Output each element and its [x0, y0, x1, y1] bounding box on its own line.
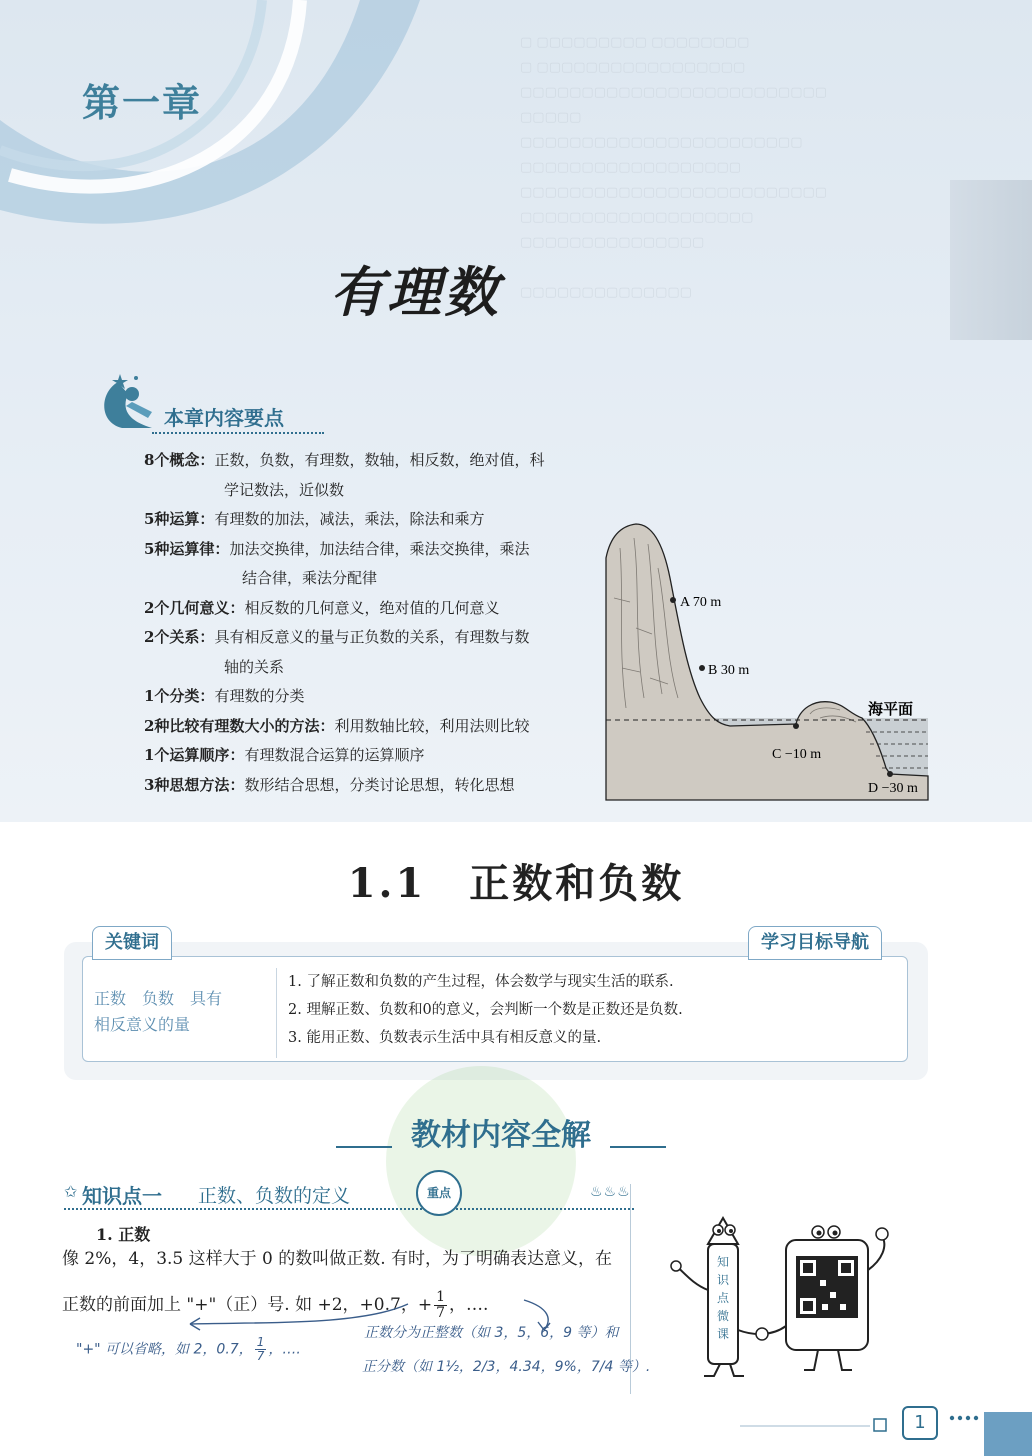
knowledge-point-heading — [64, 1180, 634, 1210]
rock-profile — [606, 524, 928, 800]
page-footer-decoration — [740, 1408, 1032, 1456]
summary-item-label: 1个分类： — [144, 687, 215, 705]
label-b: B 30 m — [708, 663, 750, 678]
chapter-swoosh-decoration — [0, 0, 420, 230]
label-sea-level: 海平面 — [868, 700, 914, 718]
keywords-text — [94, 986, 264, 1038]
summary-heading — [92, 372, 324, 434]
summary-item-label: 1个运算顺序： — [144, 746, 245, 764]
goals-list — [288, 968, 683, 1052]
fraction-denominator: 7 — [256, 1349, 265, 1363]
summary-item — [144, 682, 604, 712]
paragraph-line: 像 2%，4，3.5 这样大于 0 的数叫做正数. 有时，为了明确表达意义，在 — [62, 1249, 613, 1269]
star-icon: ✩ — [64, 1182, 78, 1201]
note-text: "+" 可以省略，如 2，0.7， — [76, 1341, 253, 1358]
summary-rule — [152, 432, 324, 434]
summary-item-label: 2个关系： — [144, 628, 215, 646]
key-point-badge: 重点 — [416, 1170, 462, 1216]
summary-item — [144, 712, 604, 742]
section-title: 1.1 正数和负数 — [347, 860, 685, 907]
summary-item — [144, 771, 604, 801]
summary-item-text: 数形结合思想，分类讨论思想，转化思想 — [244, 775, 515, 794]
goal-item: 2. 理解正数、负数和0的意义，会判断一个数是正数还是负数. — [288, 1002, 683, 1018]
summary-item — [144, 594, 604, 624]
fraction-denominator: 7 — [436, 1305, 446, 1321]
summary-item-text: 正数，负数，有理数，数轴，相反数，绝对值，科 — [214, 451, 545, 469]
mascot-label-5: 课 — [716, 1327, 730, 1341]
keywords-line: 相反意义的量 — [94, 1015, 191, 1034]
content-heading — [336, 1110, 666, 1156]
ghost-text-block: ▢ ▢▢▢▢▢▢▢▢▢ ▢▢▢▢▢▢▢▢ ▢ ▢▢▢▢▢▢▢▢▢▢▢▢▢▢▢▢▢ ▢▢▢▢▢▢▢▢▢▢▢▢▢▢▢▢▢▢▢▢▢▢▢▢▢ ▢▢▢▢▢ ▢▢▢▢▢▢▢▢▢▢▢▢▢▢▢▢▢▢▢▢▢▢▢ ▢▢▢▢▢▢▢▢▢▢▢▢▢▢▢▢▢▢ ▢▢▢▢▢▢▢▢▢▢▢▢▢▢▢▢▢▢▢▢▢▢▢▢▢ ▢▢▢▢▢▢▢▢▢▢▢▢▢▢▢▢▢▢▢ ▢▢▢▢▢▢▢▢▢▢▢▢▢▢▢ ▢▢▢▢▢▢▢▢▢▢▢▢▢▢ — [520, 35, 828, 300]
summary-item-label: 2个几何意义： — [144, 598, 245, 617]
paragraph-text: 正数的前面加上 "+"（正）号. 如 +2，+0.7，+ — [62, 1295, 433, 1315]
summary-item — [144, 741, 604, 771]
summary-item-cont: 学记数法，近似数 — [224, 480, 345, 499]
summary-item-cont: 轴的关系 — [224, 657, 285, 676]
keywords-line: 正数 负数 具有 — [94, 989, 223, 1008]
watermark — [386, 1066, 576, 1256]
summary-item-text: 有理数混合运算的运算顺序 — [244, 746, 425, 764]
paragraph-text: ，…. — [449, 1295, 489, 1315]
kp-title: 正数、负数的定义 — [198, 1185, 351, 1207]
summary-item-label: 5种运算律： — [144, 539, 230, 558]
summary-item — [144, 446, 604, 476]
fraction-numerator: 1 — [256, 1335, 265, 1349]
content-heading-rule — [336, 1146, 392, 1148]
summary-item-label: 8个概念： — [144, 451, 215, 469]
ghost-side-tab — [950, 180, 1032, 340]
handwritten-note — [76, 1336, 301, 1363]
summary-list — [144, 446, 604, 800]
mascot-label-2: 识 — [716, 1273, 730, 1287]
fraction — [255, 1336, 267, 1363]
point-c — [793, 723, 799, 729]
point-d — [887, 771, 893, 777]
summary-item-cont: 结合律，乘法分配律 — [242, 569, 378, 587]
goal-item: 1. 了解正数和负数的产生过程，体会数学与现实生活的联系. — [288, 974, 674, 990]
mascot-label-3: 点 — [716, 1291, 730, 1305]
label-a: A 70 m — [680, 595, 722, 610]
note-text: ，…. — [268, 1341, 301, 1358]
summary-item-text: 有理数的加法，减法，乘法，除法和乘方 — [214, 510, 485, 528]
summary-title: 本章内容要点 — [164, 406, 284, 430]
handwritten-note: 正分数（如 1½，2/3，4.34，9%，7/4 等）. — [362, 1359, 651, 1375]
summary-item-text: 有理数的分类 — [214, 687, 305, 705]
summary-item-text: 加法交换律，加法结合律，乘法交换律，乘法 — [229, 539, 530, 558]
summary-item — [144, 623, 604, 653]
kp-rule — [64, 1208, 634, 1210]
chapter-title: 有理数 — [330, 261, 501, 324]
kp-label: 知识点一 — [82, 1184, 162, 1208]
keywords-divider — [276, 968, 277, 1058]
handwritten-note: 正数分为正整数（如 3，5，6，9 等）和 — [364, 1325, 619, 1341]
chapter-label: 第一章 — [82, 81, 203, 125]
summary-item-text: 相反数的几何意义，绝对值的几何意义 — [244, 598, 500, 617]
summary-item-text: 具有相反意义的量与正负数的关系，有理数与数 — [214, 628, 530, 646]
keywords-tab: 关键词 — [92, 926, 172, 960]
subsection-title: 1. 正数 — [96, 1225, 151, 1244]
point-b — [699, 665, 705, 671]
summary-item-text: 利用数轴比较，利用法则比较 — [334, 716, 530, 735]
point-a — [670, 597, 676, 603]
content-heading-rule — [610, 1146, 666, 1148]
label-d: D −30 m — [868, 781, 918, 796]
difficulty-drops-icon: ♨♨♨ — [590, 1184, 631, 1200]
fraction-numerator: 1 — [436, 1289, 446, 1305]
content-heading-title: 教材内容全解 — [411, 1118, 591, 1153]
mascot-label-4: 微 — [716, 1309, 730, 1323]
page-number: 1 — [902, 1406, 938, 1440]
summary-item-label: 5种运算： — [144, 510, 215, 528]
summary-item-label: 3种思想方法： — [144, 775, 245, 794]
summary-item-label: 2种比较有理数大小的方法： — [144, 716, 335, 735]
summary-item — [144, 505, 604, 535]
summary-item — [144, 535, 604, 565]
sea-level-mountain-figure — [600, 518, 940, 803]
mascot-qr-illustration — [668, 1200, 908, 1380]
label-c: C −10 m — [772, 747, 822, 762]
mascot-label-1: 知 — [716, 1255, 730, 1269]
goals-tab: 学习目标导航 — [748, 926, 882, 960]
goal-item: 3. 能用正数、负数表示生活中具有相反意义的量. — [288, 1030, 602, 1046]
reading-child-icon — [92, 372, 162, 434]
